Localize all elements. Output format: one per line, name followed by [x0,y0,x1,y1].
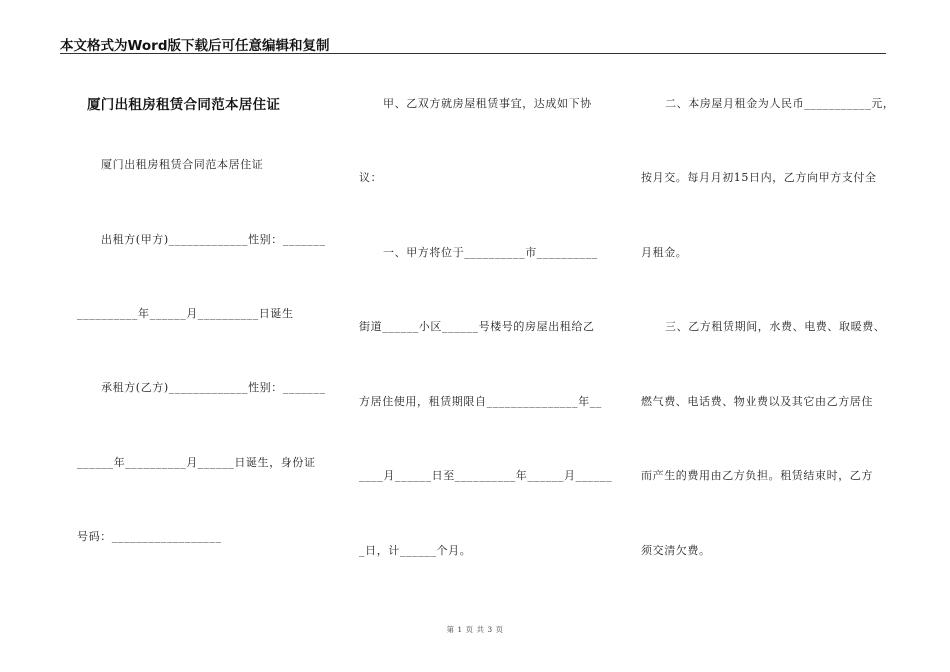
col2-line: 一、甲方将位于__________市__________ [383,246,598,259]
col1-line: ______年__________月______日诞生，身份证 [77,456,316,469]
col2-line: _日，计______个月。 [359,544,472,557]
col3-line: 二、本房屋月租金为人民币___________元， [665,97,895,110]
col2-line: 方居住使用，租赁期限自_______________年__ [359,395,602,408]
col1-line: __________年______月__________日诞生 [77,307,294,320]
col1-line: 号码：__________________ [77,530,222,543]
col3-line: 而产生的费用由乙方负担。租赁结束时，乙方 [641,469,873,482]
col2-line: 甲、乙双方就房屋租赁事宜，达成如下协 [383,97,592,110]
col3-line: 按月交。每月月初15日内，乙方向甲方支付全 [641,171,877,184]
document-header: 本文格式为Word版下载后可任意编辑和复制 [60,38,330,54]
col3-line: 须交清欠费。 [641,544,711,557]
col2-line: ____月______日至__________年______月______ [359,469,613,482]
col3-line: 月租金。 [641,246,688,259]
col3-line: 燃气费、电话费、物业费以及其它由乙方居住 [641,395,873,408]
header-divider [60,53,886,54]
col2-line: 议： [359,171,383,184]
page-number: 第 1 页 共 3 页 [446,625,504,634]
document-title: 厦门出租房租赁合同范本居住证 [87,97,281,113]
col1-line: 厦门出租房租赁合同范本居住证 [101,158,264,171]
col1-line: 出租方(甲方)_____________性别：_______ [101,233,326,246]
col1-line: 承租方(乙方)_____________性别：_______ [101,381,326,394]
col3-line: 三、乙方租赁期间，水费、电费、取暖费、 [665,320,886,333]
col2-line: 街道______小区______号楼号的房屋出租给乙 [359,320,595,333]
